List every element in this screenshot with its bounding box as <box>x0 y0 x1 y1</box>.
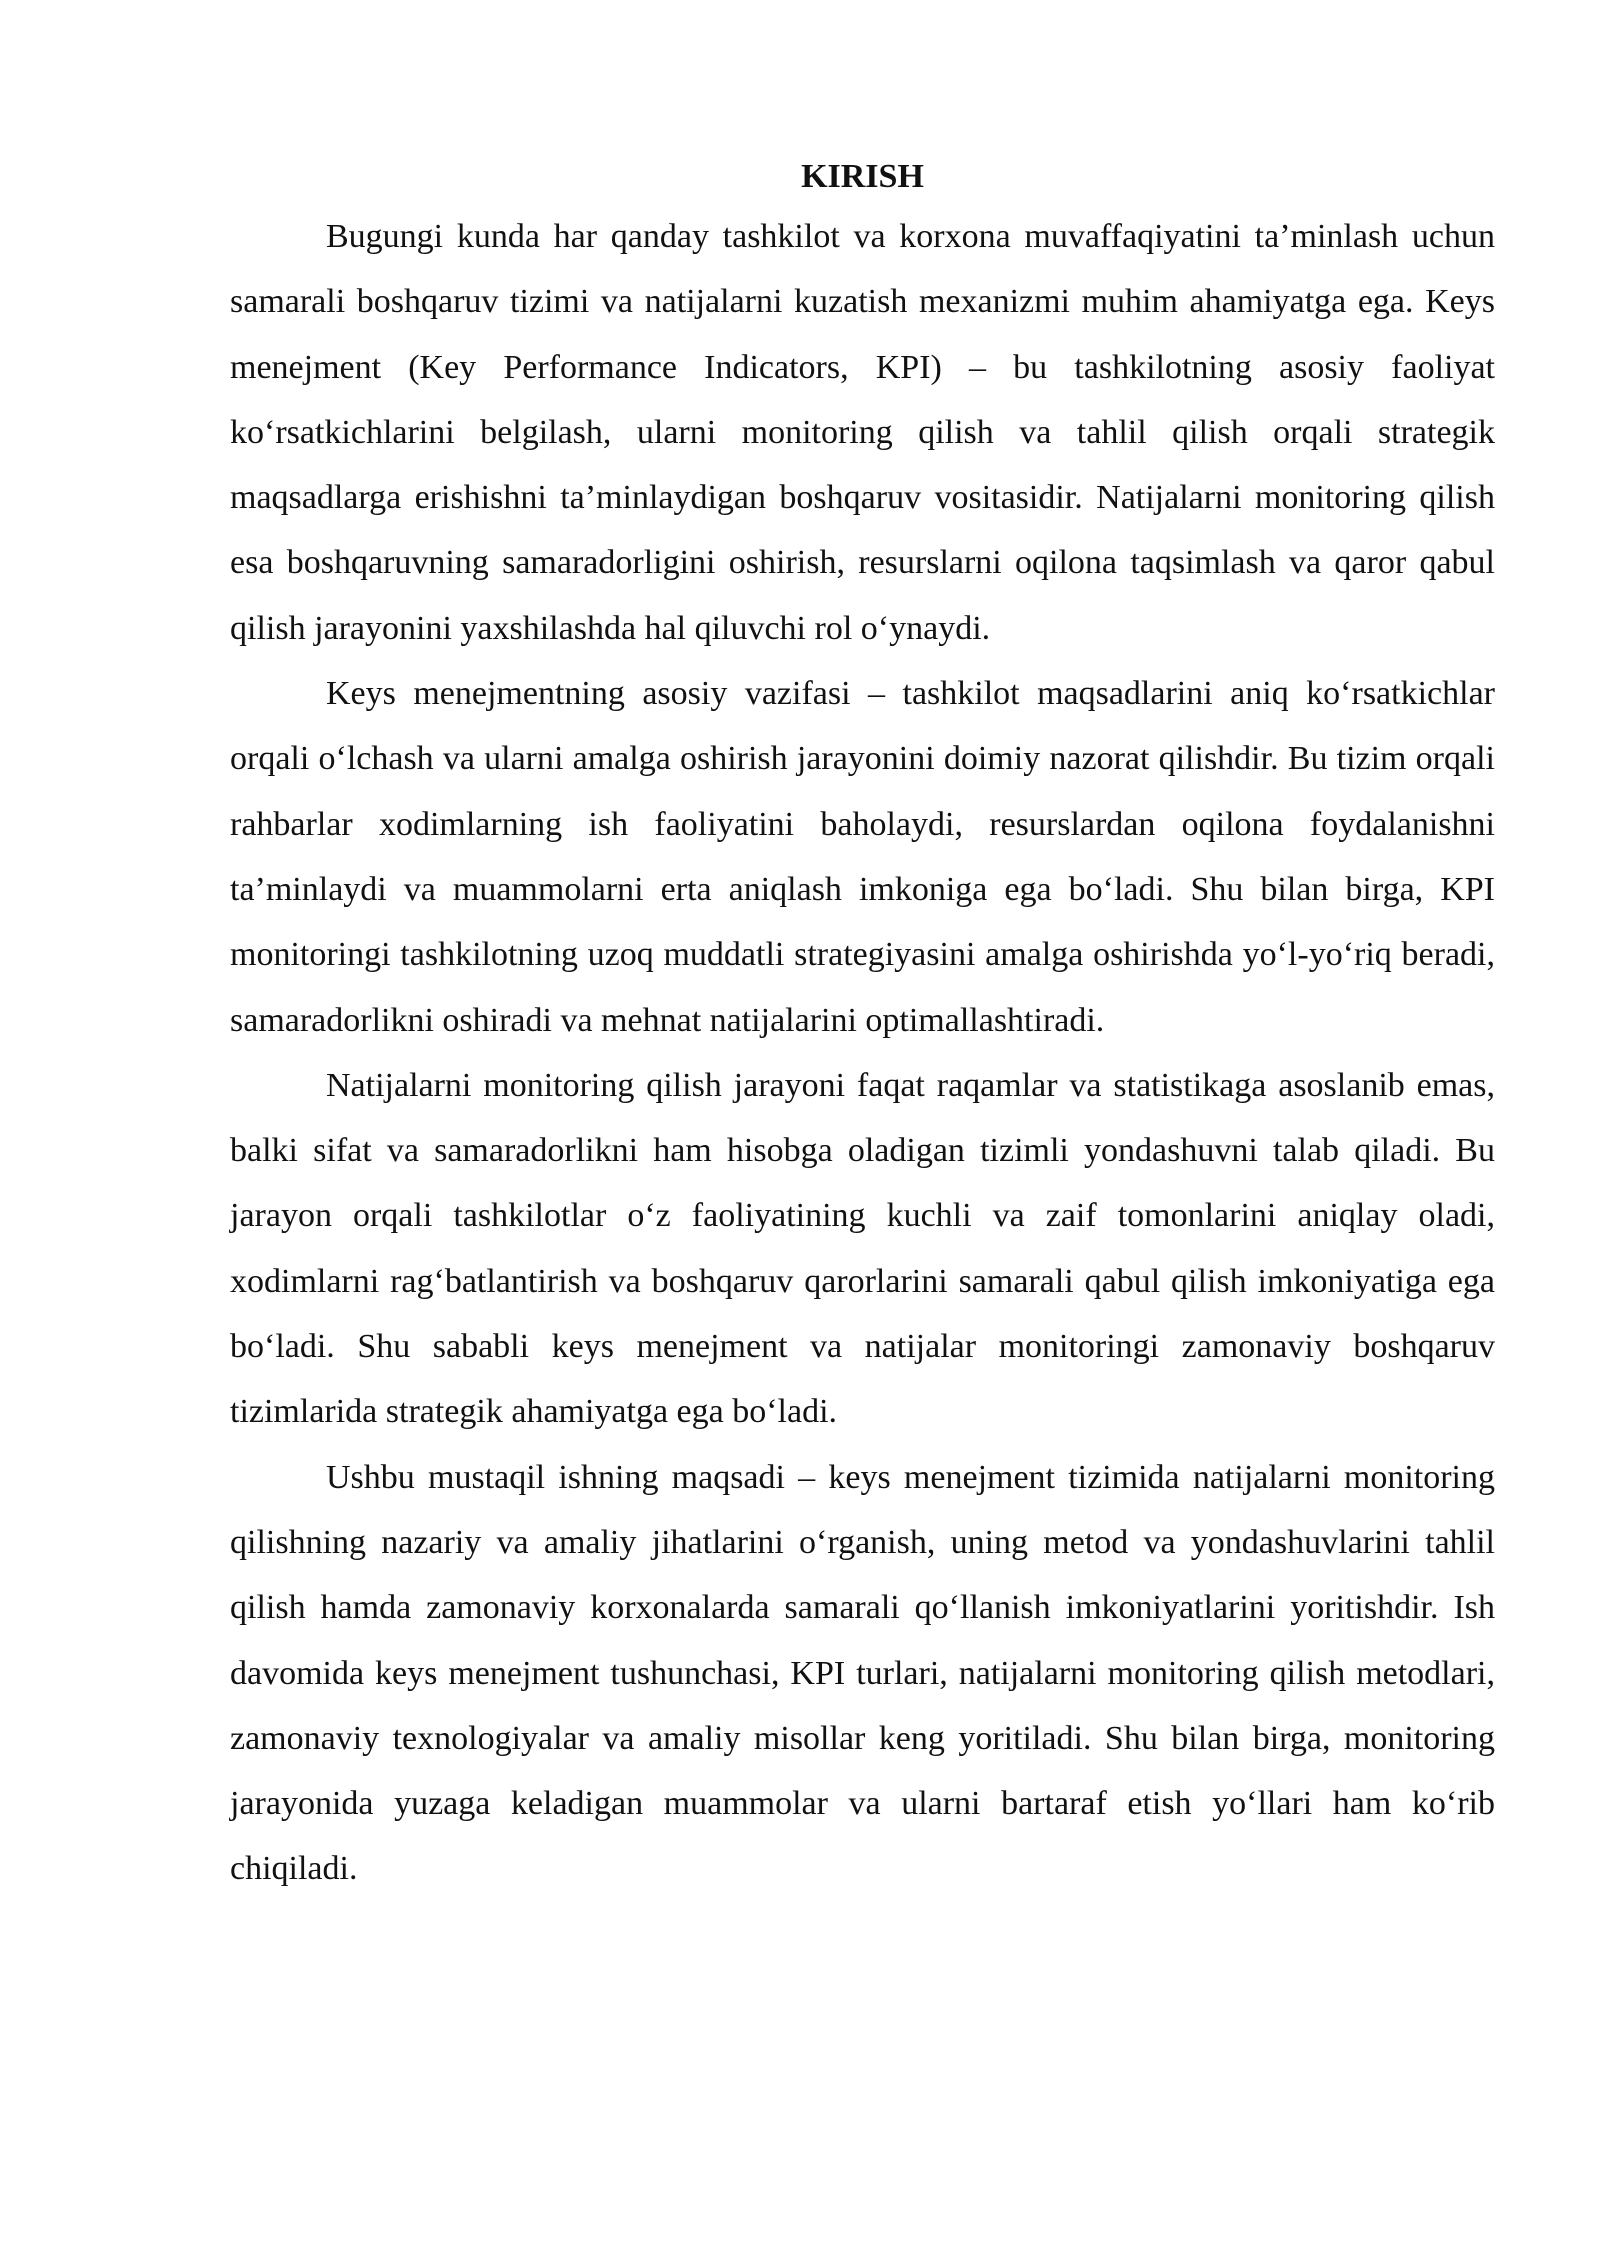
paragraph-4: Ushbu mustaqil ishning maqsadi – keys menejment tizimida natijalarni monitoring qilishning nazariy va amaliy jihatlarini o‘rganish, uning metod va yondashuvlarini tahlil qilish hamda zamonaviy korxonalarda samarali qo‘llanish imkoniyatlarini yoritishdir. Ish davomida keys menejment tushunchasi, KPI turlari, natijalarni monitoring qilish metodlari, zamonaviy texnologiyalar va amaliy misollar keng yoritiladi. Shu bilan birga, monitoring jarayonida yuzaga keladigan muammolar va ularni bartaraf etish yo‘llari ham ko‘rib chiqiladi. <box>230 1458 1495 1888</box>
section-title: KIRISH <box>801 158 924 195</box>
paragraph-1: Bugungi kunda har qanday tashkilot va korxona muvaffaqiyatini ta’minlash uchun samarali boshqaruv tizimi va natijalarni kuzatish mexanizmi muhim ahamiyatga ega. Keys menejment (Key Performance Indicators, KPI) – bu tashkilotning asosiy faoliyat ko‘rsatkichlarini belgilash, ularni monitoring qilish va tahlil qilish orqali strategik maqsadlarga erishishni ta’minlaydigan boshqaruv vositasidir. Natijalarni monitoring qilish esa boshqaruvning samaradorligini oshirish, resurslarni oqilona taqsimlash va qaror qabul qilish jarayonini yaxshilashda hal qiluvchi rol o‘ynaydi. <box>230 218 1495 647</box>
document-page <box>230 150 1495 1902</box>
paragraph-3: Natijalarni monitoring qilish jarayoni faqat raqamlar va statistikaga asoslanib emas, balki sifat va samaradorlikni ham hisobga oladigan tizimli yondashuvni talab qiladi. Bu jarayon orqali tashkilotlar o‘z faoliyatining kuchli va zaif tomonlarini aniqlay oladi, xodimlarni rag‘batlantirish va boshqaruv qarorlarini samarali qabul qilish imkoniyatiga ega bo‘ladi. Shu sababli keys menejment va natijalar monitoringi zamonaviy boshqaruv tizimlarida strategik ahamiyatga ega bo‘ladi. <box>230 1066 1495 1431</box>
paragraph-2: Keys menejmentning asosiy vazifasi – tashkilot maqsadlarini aniq ko‘rsatkichlar orqali o‘lchash va ularni amalga oshirish jarayonini doimiy nazorat qilishdir. Bu tizim orqali rahbarlar xodimlarning ish faoliyatini baholaydi, resurslardan oqilona foydalanishni ta’minlaydi va muammolarni erta aniqlash imkoniga ega bo‘ladi. Shu bilan birga, KPI monitoringi tashkilotning uzoq muddatli strategiyasini amalga oshirishda yo‘l-yo‘riq beradi, samaradorlikni oshiradi va mehnat natijalarini optimallashtiradi. <box>230 675 1495 1039</box>
